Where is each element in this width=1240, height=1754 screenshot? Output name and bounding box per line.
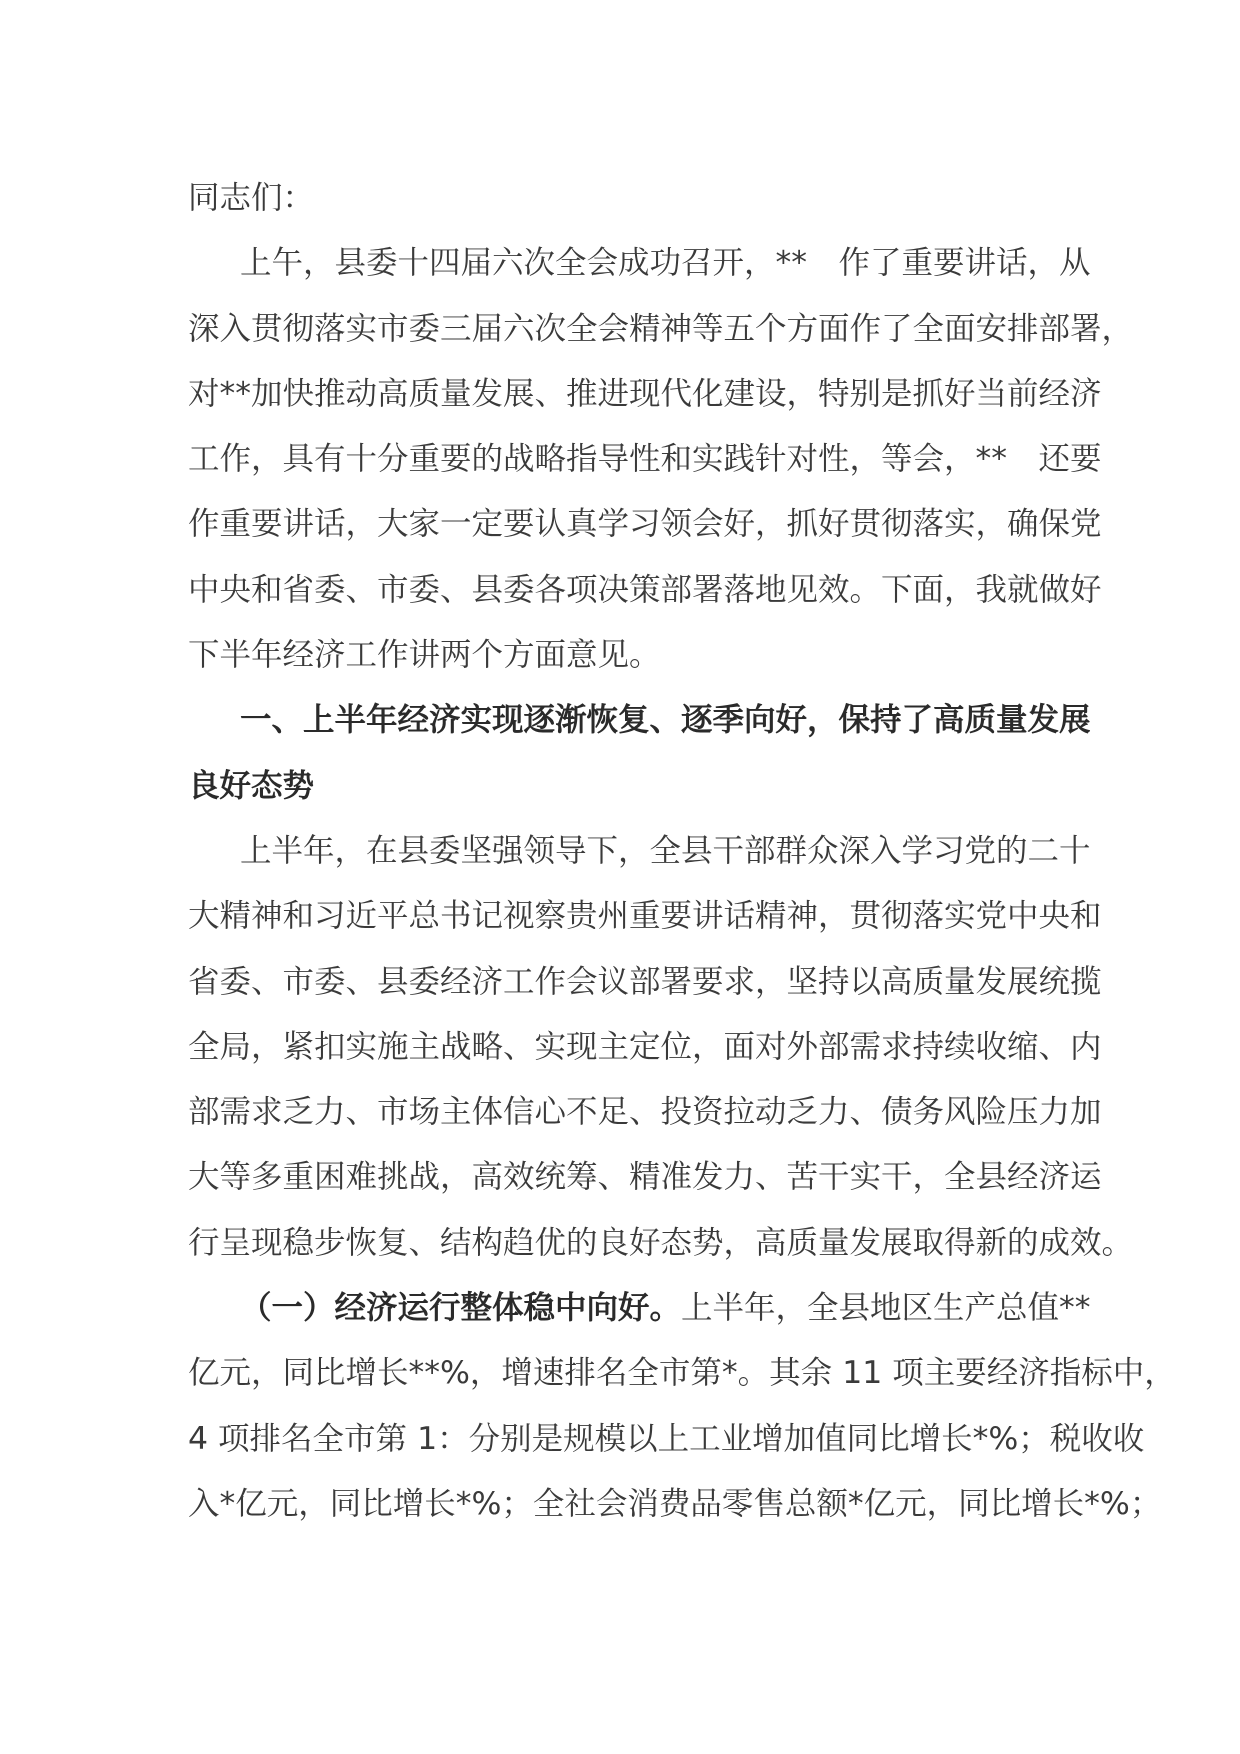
paragraph-line: 大等多重困难挑战，高效统筹、精准发力、苦干实干，全县经济运 [188, 1159, 1102, 1196]
paragraph-line: 深入贯彻落实市委三届六次全会精神等五个方面作了全面安排部署， [188, 310, 1134, 347]
paragraph-line: 对**加快推动高质量发展、推进现代化建设，特别是抓好当前经济 [188, 375, 1102, 412]
paragraph-line: 4 项排名全市第 1：分别是规模以上工业增加值同比增长*%；税收收 [188, 1420, 1145, 1457]
paragraph-line: 作重要讲话，大家一定要认真学习领会好，抓好贯彻落实，确保党 [188, 506, 1102, 543]
paragraph-line [188, 1276, 1091, 1341]
paragraph-line: 全局，紧扣实施主战略、实现主定位，面对外部需求持续收缩、内 [188, 1028, 1102, 1065]
document-page [188, 166, 1176, 1537]
paragraph-line: 下半年经济工作讲两个方面意见。 [188, 637, 661, 674]
paragraph-line: 省委、市委、县委经济工作会议部署要求，坚持以高质量发展统揽 [188, 963, 1102, 1000]
paragraph-line: 上半年，在县委坚强领导下，全县干部群众深入学习党的二十 [240, 832, 1091, 869]
salutation: 同志们： [188, 180, 315, 216]
paragraph-line: 部需求乏力、市场主体信心不足、投资拉动乏力、债务风险压力加 [188, 1094, 1102, 1131]
paragraph-line: 亿元，同比增长**%，增速排名全市第*。其余 11 项主要经济指标中， [188, 1355, 1176, 1392]
paragraph-text: 上半年，全县地区生产总值** [681, 1290, 1091, 1327]
paragraph-line: 中央和省委、市委、县委各项决策部署落地见效。下面，我就做好 [188, 571, 1102, 608]
heading-line: 一、上半年经济实现逐渐恢复、逐季向好，保持了高质量发展 [240, 702, 1091, 739]
paragraph-intro [188, 231, 1134, 688]
paragraph-line: 大精神和习近平总书记视察贵州重要讲话精神，贯彻落实党中央和 [188, 898, 1102, 935]
paragraph-overview [188, 819, 1134, 1276]
section-heading [188, 688, 1091, 819]
subheading-lead: （一）经济运行整体稳中向好。 [240, 1290, 682, 1327]
paragraph-line: 入*亿元，同比增长*%；全社会消费品零售总额*亿元，同比增长*%； [188, 1485, 1162, 1522]
paragraph-line: 行呈现稳步恢复、结构趋优的良好态势，高质量发展取得新的成效。 [188, 1224, 1134, 1261]
paragraph-economy [188, 1276, 1176, 1537]
heading-line: 良好态势 [188, 767, 315, 804]
paragraph-line: 工作，具有十分重要的战略指导性和实践针对性，等会，** 还要 [188, 441, 1102, 478]
paragraph-line: 上午，县委十四届六次全会成功召开，** 作了重要讲话，从 [240, 245, 1091, 282]
